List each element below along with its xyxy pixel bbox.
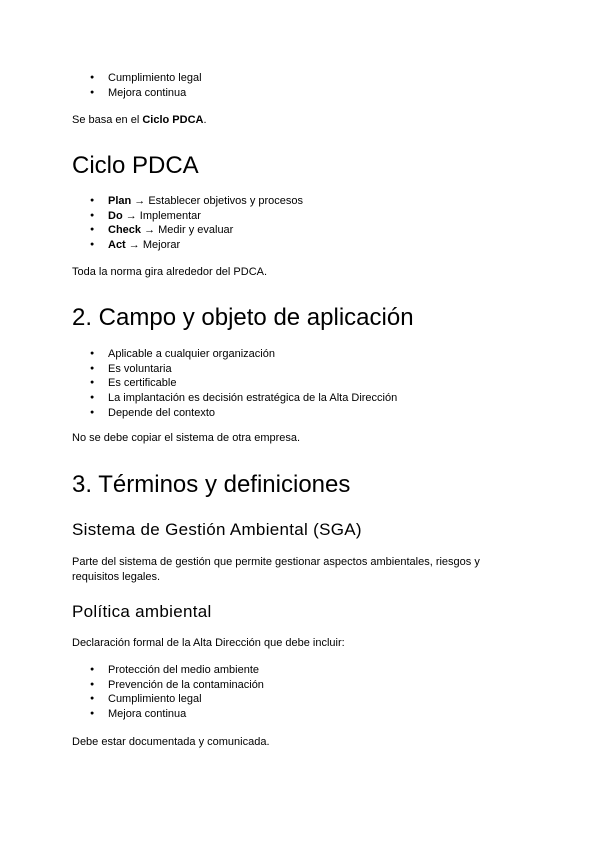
campo-list [72, 347, 397, 421]
list-item: ● Es voluntaria [72, 362, 397, 377]
list-item: ● Protección del medio ambiente [72, 663, 264, 678]
list-item: ● Prevención de la contaminación [72, 678, 264, 693]
list-item: ● Cumplimiento legal [72, 71, 202, 86]
heading-terminos-definiciones: 3. Términos y definiciones [72, 471, 351, 498]
pdca-item-act [72, 238, 303, 253]
pdca-item-plan [72, 194, 303, 209]
pdca-term: Act [108, 239, 126, 252]
pdca-intro-paragraph [72, 113, 207, 128]
top-bullet-list [72, 71, 202, 100]
politica-list [72, 663, 264, 722]
campo-note-paragraph: No se debe copiar el sistema de otra empresa. [72, 432, 301, 444]
list-item: ● Depende del contexto [72, 406, 397, 421]
pdca-desc: → Mejorar [125, 239, 181, 252]
pdca-intro-suffix: . [203, 114, 207, 126]
pdca-intro-prefix: Se basa en el [72, 114, 143, 126]
subheading-sga: Sistema de Gestión Ambiental (SGA) [72, 520, 362, 539]
pdca-desc: → Establecer objetivos y procesos [131, 195, 304, 207]
politica-note-paragraph: Debe estar documentada y comunicada. [72, 736, 270, 748]
pdca-term: Check [108, 224, 142, 237]
heading-campo-aplicacion: 2. Campo y objeto de aplicación [72, 304, 414, 331]
list-item: ● Es certificable [72, 376, 397, 391]
pdca-term: Do [108, 209, 123, 222]
sga-definition-paragraph: Parte del sistema de gestión que permite gestionar aspectos ambientales, riesgos y requisitos legales. [72, 556, 480, 583]
list-item: ● Mejora continua [72, 707, 264, 722]
pdca-item-do [72, 209, 303, 224]
pdca-note-paragraph: Toda la norma gira alrededor del PDCA. [72, 266, 268, 278]
list-item: ● Cumplimiento legal [72, 692, 264, 707]
pdca-item-check [72, 223, 303, 238]
subheading-politica-ambiental: Política ambiental [72, 602, 212, 621]
list-item: ● Mejora continua [72, 86, 202, 101]
pdca-desc: → Implementar [122, 209, 201, 222]
pdca-list [72, 194, 303, 253]
pdca-term: Plan [108, 195, 132, 207]
pdca-desc: → Medir y evaluar [141, 224, 234, 237]
pdca-intro-bold: Ciclo PDCA [142, 114, 204, 126]
heading-ciclo-pdca: Ciclo PDCA [72, 152, 199, 179]
list-item: ● Aplicable a cualquier organización [72, 347, 397, 362]
politica-intro-paragraph: Declaración formal de la Alta Dirección que debe incluir: [72, 637, 345, 649]
list-item: ● La implantación es decisión estratégica de la Alta Dirección [72, 391, 397, 406]
